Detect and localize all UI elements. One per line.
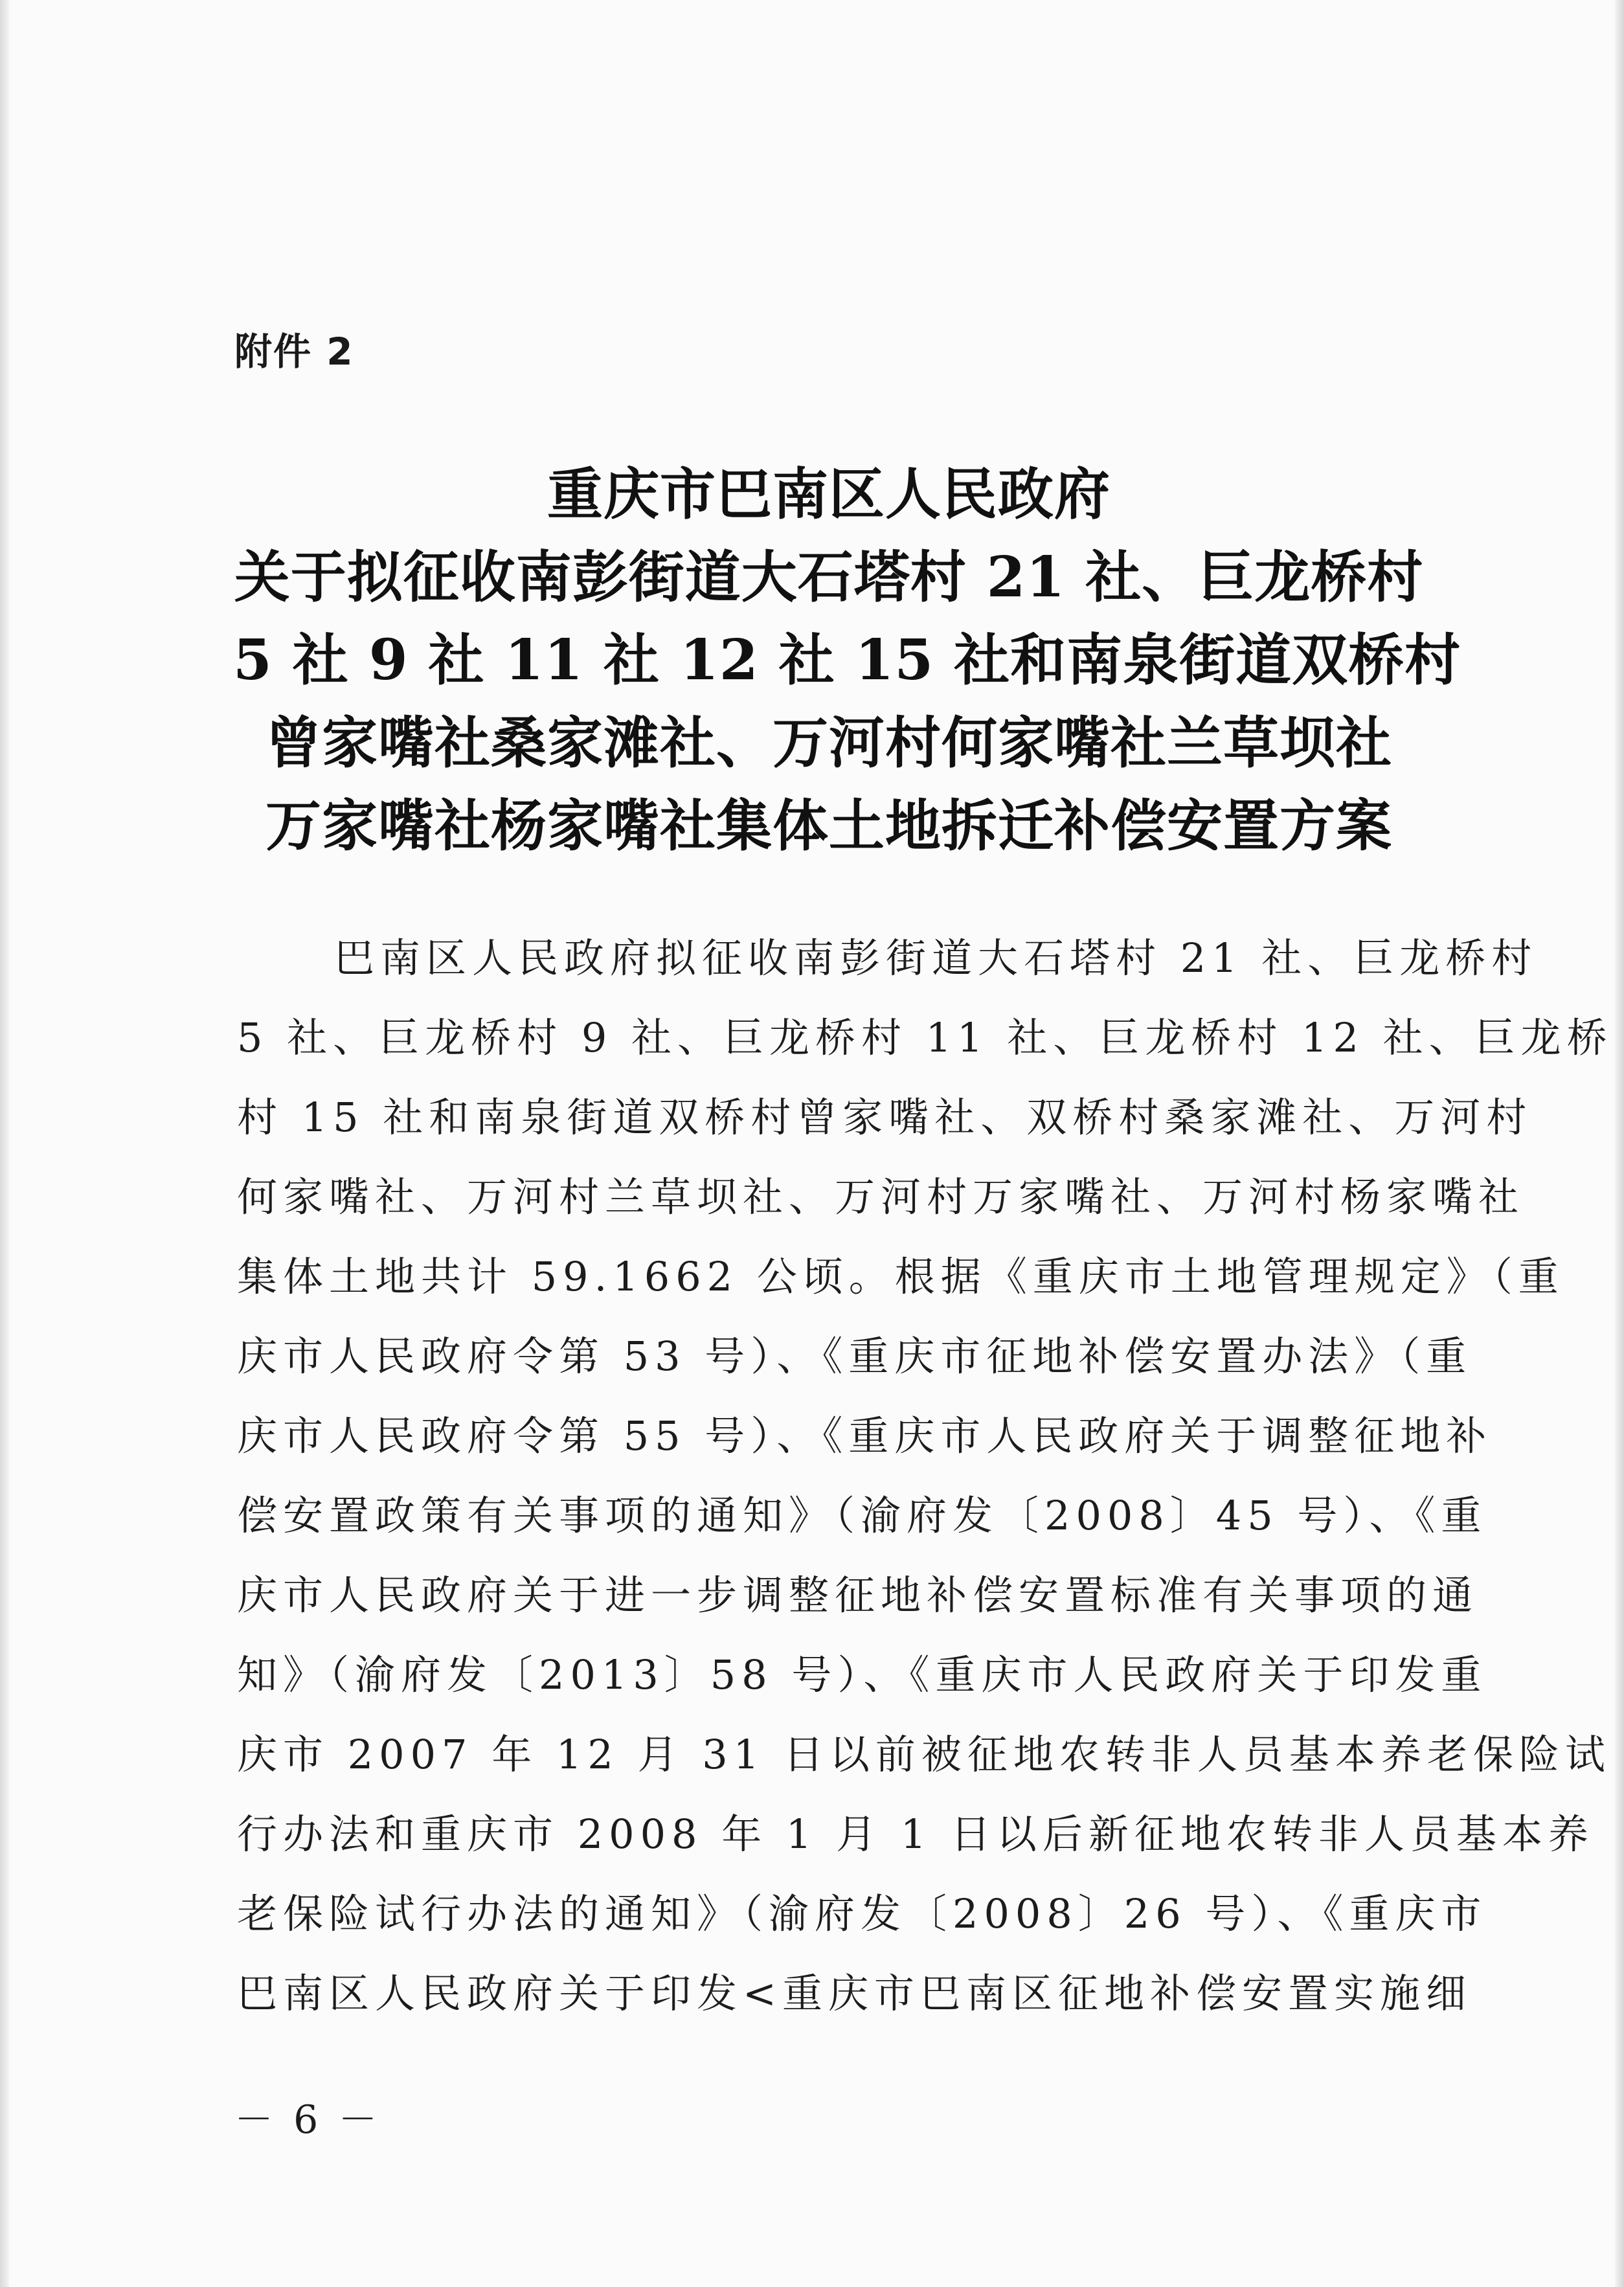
body-paragraph [237,918,1613,2033]
scan-edge-right [1615,0,1624,2287]
body-line: 老保险试行办法的通知》（渝府发〔2008〕26 号）、《重庆市 [237,1890,1487,1937]
body-line: 集体土地共计 59.1662 公顷。根据《重庆市土地管理规定》（重 [237,1253,1564,1300]
body-line: 知》（渝府发〔2013〕58 号）、《重庆市人民政府关于印发重 [237,1651,1487,1698]
body-line: 庆市人民政府关于进一步调整征地补偿安置标准有关事项的通 [237,1572,1479,1619]
body-line: 偿安置政策有关事项的通知》（渝府发〔2008〕45 号）、《重 [237,1492,1487,1539]
scan-edge-left [0,0,9,2287]
title-line: 关于拟征收南彭街道大石塔村 21 社、巨龙桥村 [234,545,1424,610]
title-line: 万家嘴社杨家嘴社集体土地拆迁补偿安置方案 [265,793,1392,859]
body-line: 庆市人民政府令第 53 号）、《重庆市征地补偿安置办法》（重 [237,1333,1472,1380]
body-line: 巴南区人民政府关于印发<重庆市巴南区征地补偿安置实施细 [237,1970,1472,2017]
title-line: 5 社 9 社 11 社 12 社 15 社和南泉街道双桥村 [233,627,1461,693]
body-line: 何家嘴社、万河村兰草坝社、万河村万家嘴社、万河村杨家嘴社 [237,1173,1525,1221]
page-number: － 6 － [234,2097,381,2143]
attachment-label: 附件 2 [234,330,354,374]
body-line: 行办法和重庆市 2008 年 1 月 1 日以后新征地农转非人员基本养 [237,1810,1594,1858]
title-line: 曾家嘴社桑家滩社、万河村何家嘴社兰草坝社 [265,710,1392,776]
body-line: 5 社、巨龙桥村 9 社、巨龙桥村 11 社、巨龙桥村 12 社、巨龙桥 [237,1014,1613,1061]
body-line: 庆市 2007 年 12 月 31 日以前被征地农转非人员基本养老保险试 [237,1731,1611,1778]
body-line: 巴南区人民政府拟征收南彭街道大石塔村 21 社、巨龙桥村 [334,934,1538,982]
title-line: 重庆市巴南区人民政府 [547,462,1111,527]
body-line: 村 15 社和南泉街道双桥村曾家嘴社、双桥村桑家滩社、万河村 [237,1094,1533,1141]
document-title [233,453,1461,868]
body-line: 庆市人民政府令第 55 号）、《重庆市人民政府关于调整征地补 [237,1412,1493,1459]
